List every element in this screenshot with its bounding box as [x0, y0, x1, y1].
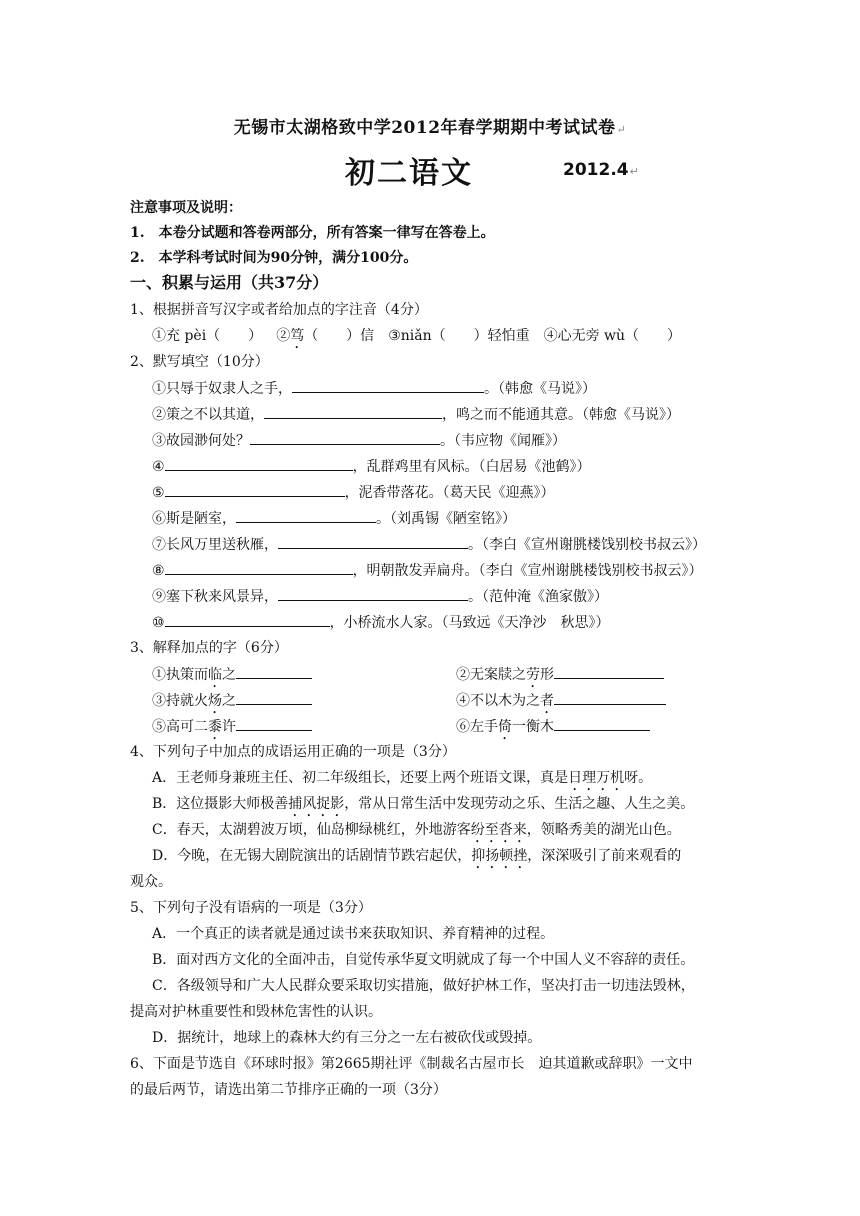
q4-option-b: B．这位摄影大师极善捕风捉影，常从日常生活中发现劳动之乐、生活之趣、人生之美。: [152, 796, 695, 812]
q6-stem: 6、下面是节选自《环球时报》第2665期社评《制裁名古屋市长 迫其道歉或辞职》一文中: [130, 1056, 693, 1072]
q1-option-d: ④心无旁 wù（ ）: [543, 328, 682, 344]
q3-item: ⑤高可二黍许: [152, 716, 312, 743]
q4-stem: 4、下列句子中加点的成语运用正确的一项是（3分）: [130, 744, 456, 760]
q5-option-c: C．各级领导和广大人民群众要采取切实措施，做好护林工作，坚决打击一切违法毁林，: [152, 978, 695, 994]
q3-item: ①执策而临之: [152, 664, 312, 691]
answer-blank[interactable]: [554, 690, 666, 705]
q2-item: ③故园渺何处？ 。（韦应物《闻雁》）: [152, 430, 566, 451]
q2-item: ⑦长风万里送秋雁， 。（李白《宣州谢朓楼饯别校书叔云》）: [152, 534, 706, 555]
q4-option-a: A．王老师身兼班主任、初二年级组长，还要上两个班语文课，真是日理万机呀。: [152, 770, 653, 786]
subject-title: 初二语文: [345, 156, 473, 191]
q5-stem: 5、下列句子没有语病的一项是（3分）: [130, 900, 372, 916]
q3-item: ⑥左手倚一衡木: [456, 716, 650, 743]
q1-stem: 1、根据拼音写汉字或者给加点的字注音（4分）: [130, 302, 428, 318]
exam-date: 2012.4↵: [563, 160, 639, 180]
answer-blank[interactable]: [278, 534, 468, 549]
q2-stem: 2、默写填空（10分）: [130, 354, 269, 370]
q1-option-a: ①充 pèi（ ）: [152, 328, 263, 344]
answer-blank[interactable]: [250, 430, 440, 445]
answer-blank[interactable]: [165, 456, 353, 471]
subtitle-row: [0, 148, 860, 191]
paragraph-mark-icon: ↵: [616, 123, 627, 136]
answer-blank[interactable]: [165, 482, 345, 497]
q5-option-b: B．面对西方文化的全面冲击，自觉传承华夏文明就成了每一个中国人义不容辞的责任。: [152, 952, 695, 968]
q2-item: ④ ，乱群鸡里有风标。（白居易《池鹤》）: [152, 456, 591, 477]
answer-blank[interactable]: [554, 716, 650, 731]
answer-blank[interactable]: [278, 586, 468, 601]
q4-option-d-continued: 观众。: [130, 874, 172, 890]
q5-option-a: A．一个真正的读者就是通过读书来获取知识、养育精神的过程。: [152, 926, 555, 942]
q2-item: ⑥斯是陋室， 。（刘禹锡《陋室铭》）: [152, 508, 516, 529]
q3-item: ③持就火炀之: [152, 690, 312, 717]
q5-option-c-continued: 提高对护林重要性和毁林危害性的认识。: [130, 1004, 382, 1020]
notes-heading: 注意事项及说明：: [130, 200, 242, 216]
notes-item-2: 2. 本学科考试时间为90分钟，满分100分。: [130, 250, 418, 266]
answer-blank[interactable]: [236, 690, 312, 705]
section-heading: 一、积累与运用（共37分）: [130, 273, 329, 292]
paragraph-mark-icon: ↵: [629, 165, 639, 178]
q2-item: ⑩ ，小桥流水人家。（马致远《天净沙 秋思》）: [152, 612, 610, 633]
answer-blank[interactable]: [236, 664, 312, 679]
q1-options: [152, 326, 681, 352]
answer-blank[interactable]: [165, 560, 353, 575]
q4-option-c: C．春天，太湖碧波万顷，仙岛柳绿桃红，外地游客纷至沓来，领略秀美的湖光山色。: [152, 822, 681, 838]
q4-option-d: D．今晚，在无锡大剧院演出的话剧情节跌宕起伏，抑扬顿挫，深深吸引了前来观看的: [152, 848, 682, 864]
q2-item: ①只辱于奴隶人之手， 。（韩愈《马说》）: [152, 378, 596, 399]
notes-item-1: 1. 本卷分试题和答卷两部分，所有答案一律写在答卷上。: [130, 225, 495, 241]
answer-blank[interactable]: [554, 664, 664, 679]
q2-item: ⑨塞下秋来风景异， 。（范仲淹《渔家傲》）: [152, 586, 608, 607]
q1-option-c: ③niǎn（ ）轻怕重: [388, 328, 530, 344]
q2-item: ②策之不以其道， ，鸣之而不能通其意。（韩愈《马说》）: [152, 404, 680, 425]
answer-blank[interactable]: [165, 612, 330, 627]
q6-stem-continued: 的最后两节，请选出第二节排序正确的一项（3分）: [130, 1082, 447, 1098]
answer-blank[interactable]: [236, 508, 376, 523]
q3-item: ②无案牍之劳形: [456, 664, 664, 691]
answer-blank[interactable]: [236, 716, 312, 731]
q2-item: ⑧ ，明朝散发弄扁舟。（李白《宣州谢朓楼饯别校书叔云》）: [152, 560, 703, 581]
answer-blank[interactable]: [292, 378, 484, 393]
q3-stem: 3、解释加点的字（6分）: [130, 640, 288, 656]
q1-option-b: ②笃（ ）信: [276, 328, 375, 344]
q3-item: ④不以木为之者: [456, 690, 666, 717]
q5-option-d: D．据统计，地球上的森林大约有三分之一左右被砍伐或毁掉。: [152, 1030, 542, 1046]
answer-blank[interactable]: [264, 404, 442, 419]
exam-title: 无锡市太湖格致中学2012年春学期期中考试试卷↵: [233, 118, 627, 138]
q2-item: ⑤ ，泥香带落花。（葛天民《迎燕》）: [152, 482, 555, 503]
